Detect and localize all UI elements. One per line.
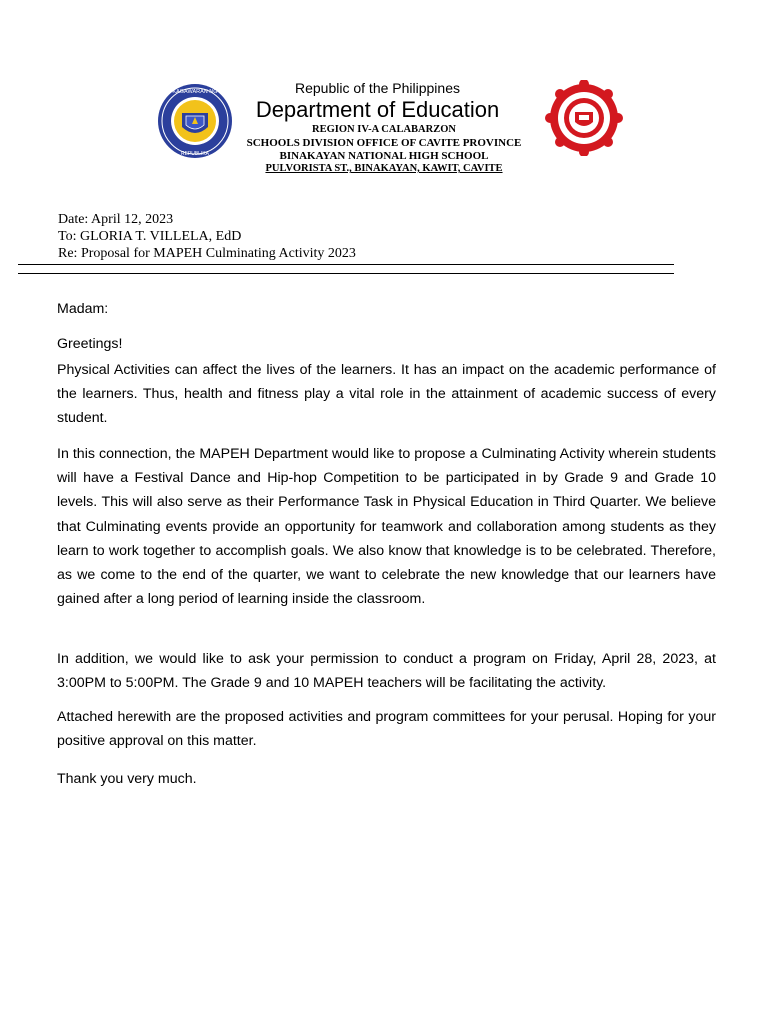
- double-line-separator: [18, 264, 674, 274]
- memo-recipient: To: GLORIA T. VILLELA, EdD: [58, 229, 242, 244]
- letterhead-region: REGION IV-A CALABARZON: [312, 124, 456, 135]
- memo-subject: Re: Proposal for MAPEH Culminating Activity 2023: [58, 246, 356, 261]
- body-paragraph: In this connection, the MAPEH Department would like to propose a Culminating Activity wherein students will have a Festival Dance and Hip-hop Competition to be participated in by Grade 9 and Grade 10 levels. This will also serve as their Performance Task in Physical Education in Third Quarter. We believe that Culminating events provide an opportunity for teamwork and collaboration among students as they learn to work together to accomplish goals. We also know that knowledge is to be celebrated. Therefore, as we come to the end of the quarter, we want to celebrate the new knowledge that our learners have gained after a long period of learning inside the classroom.: [57, 446, 716, 608]
- letterhead-division: SCHOOLS DIVISION OFFICE OF CAVITE PROVINCE: [246, 137, 522, 149]
- body-paragraph: Attached herewith are the proposed activities and program committees for your perusal. Hoping for your positive approval on this matter.: [57, 709, 716, 750]
- body-paragraph: In addition, we would like to ask your permission to conduct a program on Friday, April 28, 2023, at 3:00PM to 5:00PM. The Grade 9 and 10 MAPEH teachers will be facilitating the activity.: [57, 651, 716, 692]
- salutation: Madam:: [57, 301, 109, 317]
- letterhead-department: Department of Education: [255, 97, 500, 122]
- letterhead-address: PULVORISTA ST., BINAKAYAN, KAWIT, CAVITE: [265, 163, 503, 174]
- letterhead-republic: Republic of the Philippines: [295, 80, 460, 96]
- body-paragraph: Physical Activities can affect the lives of the learners. It has an impact on the academic performance of the learners. Thus, health and fitness play a vital role in the attainment of academic success of every student.: [57, 362, 716, 427]
- closing: Thank you very much.: [57, 771, 197, 787]
- memo-date: Date: April 12, 2023: [58, 212, 174, 227]
- letterhead-school: BINAKAYAN NATIONAL HIGH SCHOOL: [279, 150, 489, 162]
- svg-text:REPUBLIKA: REPUBLIKA: [180, 151, 210, 157]
- svg-text:KAGAWARAN NG: KAGAWARAN NG: [172, 89, 218, 95]
- greeting: Greetings!: [57, 336, 123, 352]
